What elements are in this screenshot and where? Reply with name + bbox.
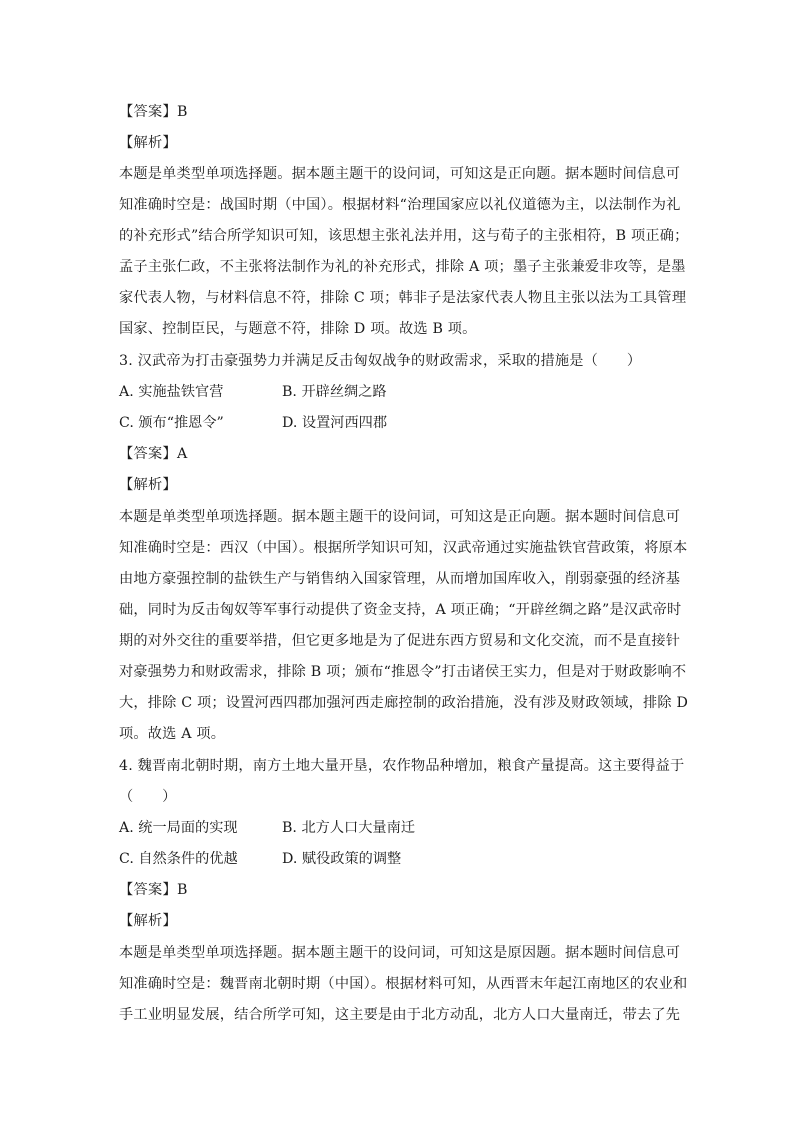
option-d: D. 设置河西四郡 [282, 415, 388, 431]
option-d: D. 赋役政策的调整 [282, 851, 402, 867]
analysis-line: 知准确时空是：魏晋南北朝时期（中国）。根据材料可知，从西晋末年起江南地区的农业和 [119, 976, 688, 992]
answer-label: 【答案】A [119, 446, 188, 462]
option-b: B. 北方人口大量南迁 [282, 820, 415, 836]
analysis-label: 【解析】 [119, 135, 177, 151]
answer-label: 【答案】B [119, 104, 188, 120]
analysis-line: 手工业明显发展，结合所学可知，这主要是由于北方动乱，北方人口大量南迁，带去了先 [119, 1007, 681, 1023]
option-a: A. 统一局面的实现 [119, 820, 238, 836]
analysis-label: 【解析】 [119, 913, 177, 929]
option-c: C. 颁布“推恩令” [119, 415, 224, 431]
analysis-line: 期的对外交往的重要举措，但它更多地是为了促进东西方贸易和文化交流，而不是直接针 [119, 633, 681, 649]
analysis-line: 对豪强势力和财政需求，排除 B 项；颁布“推恩令”打击诸侯王实力，但是对于财政影响不 [119, 664, 687, 680]
question-stem: 3. 汉武帝为打击豪强势力并满足反击匈奴战争的财政需求，采取的措施是（ ） [119, 353, 642, 369]
option-a: A. 实施盐铁官营 [119, 384, 224, 400]
analysis-line: 础，同时为反击匈奴等军事行动提供了资金支持，A 项正确；“开辟丝绸之路”是汉武帝时 [119, 602, 682, 618]
analysis-line: 本题是单类型单项选择题。据本题主题干的设问词，可知这是正向题。据本题时间信息可 [119, 509, 681, 525]
analysis-line: 由地方豪强控制的盐铁生产与销售纳入国家管理，从而增加国库收入，削弱豪强的经济基 [119, 571, 681, 587]
analysis-line: 孟子主张仁政，不主张将法制作为礼的补充形式，排除 A 项；墨子主张兼爱非攻等，是墨 [119, 259, 686, 275]
analysis-line: 国家、控制臣民，与题意不符，排除 D 项。故选 B 项。 [119, 321, 477, 337]
analysis-line: 知准确时空是：战国时期（中国）。根据材料“治理国家应以礼仪道德为主，以法制作为礼 [119, 197, 681, 213]
analysis-line: 家代表人物，与材料信息不符，排除 C 项；韩非子是法家代表人物且主张以法为工具管理 [119, 290, 687, 306]
option-c: C. 自然条件的优越 [119, 851, 238, 867]
analysis-line: 知准确时空是：西汉（中国）。根据所学知识可知，汉武帝通过实施盐铁官营政策，将原本 [119, 540, 688, 556]
analysis-line: 项。故选 A 项。 [119, 726, 226, 742]
analysis-line: 本题是单类型单项选择题。据本题主题干的设问词，可知这是原因题。据本题时间信息可 [119, 945, 681, 961]
analysis-line: 大，排除 C 项；设置河西四郡加强河西走廊控制的政治措施，没有涉及财政领域，排除 D [119, 695, 689, 711]
analysis-line: 本题是单类型单项选择题。据本题主题干的设问词，可知这是正向题。据本题时间信息可 [119, 166, 681, 182]
question-stem: 4. 魏晋南北朝时期，南方土地大量开垦，农作物品种增加，粮食产量提高。这主要得益于 [119, 758, 685, 774]
answer-label: 【答案】B [119, 882, 188, 898]
analysis-line: 的补充形式”结合所学知识可知，该思想主张礼法并用，这与荀子的主张相符，B 项正确； [119, 228, 689, 244]
analysis-label: 【解析】 [119, 477, 177, 493]
option-b: B. 开辟丝绸之路 [282, 384, 387, 400]
question-stem-blank: （ ） [119, 789, 177, 805]
